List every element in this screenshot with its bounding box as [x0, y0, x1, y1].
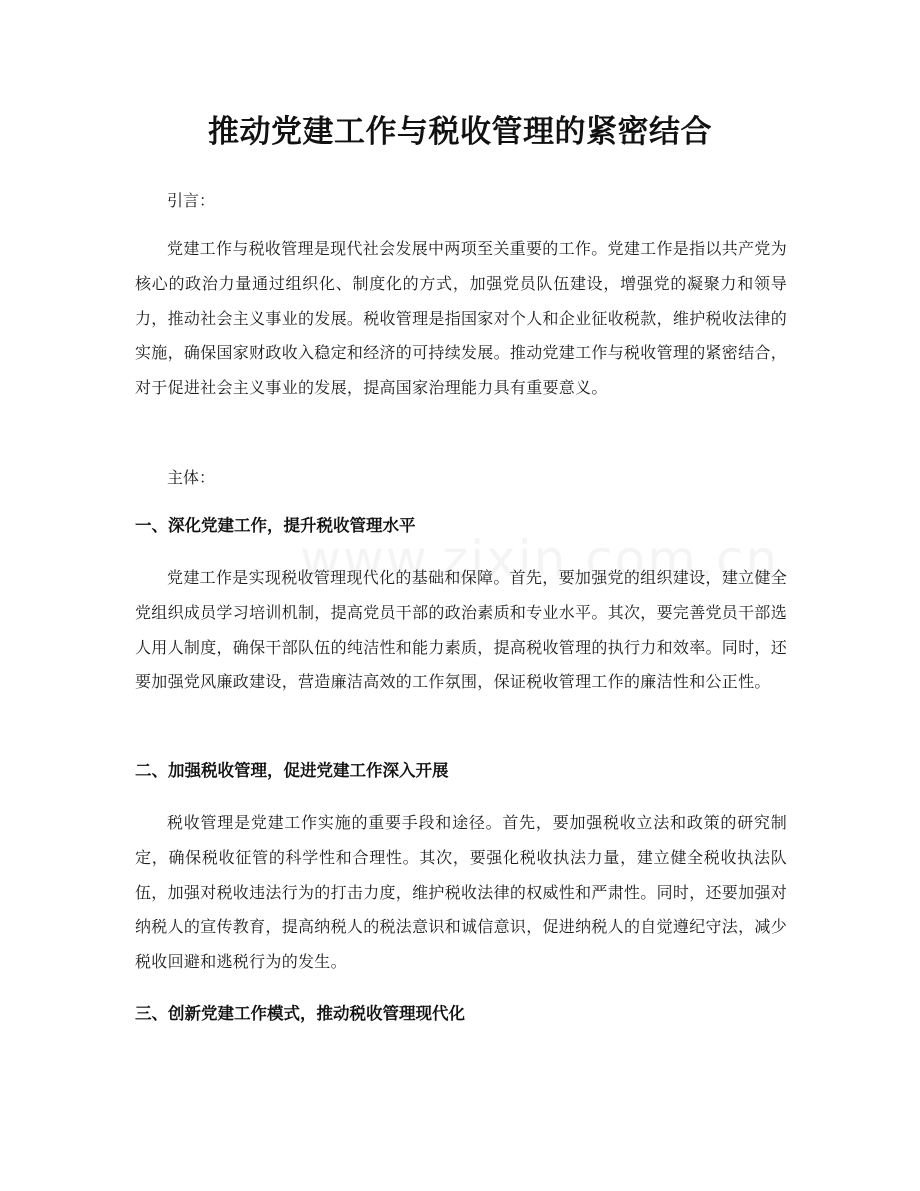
body-label: 主体：	[167, 468, 216, 487]
intro-label: 引言：	[167, 191, 216, 210]
section-paragraph-2: 税收管理是党建工作实施的重要手段和途径。首先，要加强税收立法和政策的研究制定，确保税收征管的科学性和合理性。其次，要强化税收执法力量，建立健全税收执法队伍，加强对税收违法行为的打击力度，维护税收法律的权威性和严肃性。同时，还要加强对纳税人的宣传教育，提高纳税人的税法意识和诚信意识，促进纳税人的自觉遵纪守法，减少税收回避和逃税行为的发生。	[135, 813, 788, 972]
section-heading-1: 一、深化党建工作，提升税收管理水平	[135, 516, 416, 535]
section-paragraph-1: 党建工作是实现税收管理现代化的基础和保障。首先，要加强党的组织建设，建立健全党组织成员学习培训机制，提高党员干部的政治素质和专业水平。其次，要完善党员干部选人用人制度，确保干部队伍的纯洁性和能力素质，提高税收管理的执行力和效率。同时，还要加强党风廉政建设，营造廉洁高效的工作氛围，保证税收管理工作的廉洁性和公正性。	[135, 568, 788, 692]
intro-paragraph: 党建工作与税收管理是现代社会发展中两项至关重要的工作。党建工作是指以共产党为核心的政治力量通过组织化、制度化的方式，加强党员队伍建设，增强党的凝聚力和领导力，推动社会主义事业的发展。税收管理是指国家对个人和企业征收税款，维护税收法律的实施，确保国家财政收入稳定和经济的可持续发展。推动党建工作与税收管理的紧密结合，对于促进社会主义事业的发展，提高国家治理能力具有重要意义。	[135, 239, 788, 398]
section-heading-3: 三、创新党建工作模式，推动税收管理现代化	[135, 1004, 465, 1023]
section-heading-2: 二、加强税收管理，促进党建工作深入开展	[135, 761, 449, 780]
document-title: 推动党建工作与税收管理的紧密结合	[208, 114, 712, 150]
